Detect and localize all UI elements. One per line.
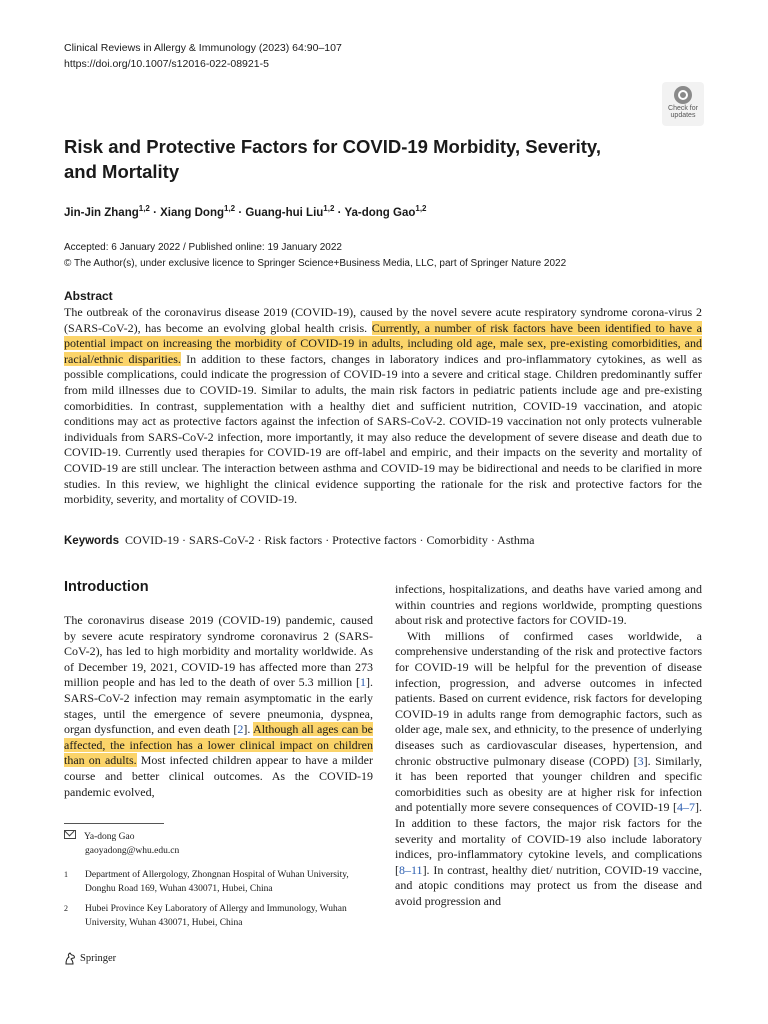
doi-link[interactable]: https://doi.org/10.1007/s12016-022-08921-5 [64, 58, 269, 70]
body-text: ]. [243, 722, 254, 737]
citation-link[interactable]: 1 [360, 675, 366, 690]
body-text: ]. Similarly, it has been reported that younger children and specific comorbidities such as obesity are at higher risk for infection and potentially more severe consequences of COVID-19 [ [395, 753, 702, 815]
abstract-text: In addition to these factors, changes in laboratory indices and pro-inflammatory cytokines, as well as possible complications, could indicate the progression of COVID-19 into a severe and critical stage. Children predominantly suffer from mild illnesses due to COVID-19. Similar to adults, the main risk factors in pediatric patients include age and pre-existing comorbidities. In contrast, supplementation with a healthy diet and sufficient nutrition, COVID-19 vaccination, and atopic conditions may act as protective factors against the infection of SARS-CoV-2. COVID-19 vaccination not only protects vulnerable individuals from SARS-CoV-2 infection, more importantly, it may also reduce the development of severe disease and death due to COVID-19. Currently used therapies for COVID-19 are off-label and empiric, and their impacts on the severity and mortality of COVID-19 are still unclear. The interaction between asthma and COVID-19 may be bidirectional and needs to be clarified in more studies. In this review, we highlight the clinical evidence supporting the rationale for the risk and protective factors for the morbidity, severity, and mortality of COVID-19. [64, 351, 703, 507]
body-text: Most infected children appear to have a milder course and better clinical outcomes. As the COVID-19 pandemic evolved, [64, 753, 373, 799]
affiliation-2 [64, 902, 364, 930]
citation-link[interactable]: 8–11 [399, 862, 423, 877]
affiliation-number: 1 [64, 870, 68, 879]
copyright-notice: © The Author(s), under exclusive licence to Springer Science+Business Media, LLC, part of Springer Nature 2022 [64, 258, 567, 269]
keywords-line [64, 533, 534, 548]
check-for-updates-icon [674, 86, 692, 104]
keywords-label: Keywords [64, 535, 119, 547]
author-affiliation: 1,2 [415, 204, 427, 213]
section-heading-introduction: Introduction [64, 579, 149, 595]
title-line-1: Risk and Protective Factors for COVID-19 Morbidity, Severity, [64, 136, 601, 157]
affiliation-text: Department of Allergology, Zhongnan Hospital of Wuhan University, Donghu Road 169, Wuhan 430071, Hubei, China [85, 870, 349, 894]
publication-info [64, 240, 566, 272]
check-for-updates-badge[interactable] [662, 82, 704, 126]
author-name[interactable]: Ya-dong Gao [344, 206, 416, 219]
journal-header [64, 40, 342, 72]
body-text: ]. In addition to these factors, the major risk factors for the severity and mortality of COVID-19 also include laboratory indices, pro-inflammatory cytokine levels, and complications [ [395, 800, 702, 877]
publisher-name: Springer [80, 953, 117, 964]
body-text: ]. SARS-CoV-2 infection may remain asymptomatic in the early stages, until the emergence of severe pneumonia, dyspnea, organ dysfunction, and even death [ [64, 675, 373, 737]
author-name[interactable]: Xiang Dong [160, 206, 224, 219]
intro-column-right [395, 582, 702, 909]
corresponding-name: Ya-dong Gao [84, 832, 135, 842]
title-line-2: and Mortality [64, 161, 180, 182]
journal-citation: Clinical Reviews in Allergy & Immunology (2023) 64:90–107 [64, 42, 342, 54]
author-affiliation: 1,2 [323, 204, 335, 213]
author-affiliation: 1,2 [138, 204, 150, 213]
author-affiliation: 1,2 [224, 204, 236, 213]
intro-column-left [64, 613, 373, 800]
footnote-divider [64, 823, 164, 824]
abstract-heading: Abstract [64, 289, 113, 303]
author-name[interactable]: Jin-Jin Zhang [64, 206, 139, 219]
citation-link[interactable]: 3 [637, 753, 644, 768]
springer-horse-icon [64, 952, 76, 965]
corresponding-author [64, 830, 179, 858]
author-name[interactable]: Guang-hui Liu [245, 206, 324, 219]
body-highlight: Although all ages can be affected, the infection has a lower clinical impact on children than on adults. [64, 722, 373, 768]
paragraph [395, 629, 702, 910]
affiliation-1 [64, 868, 364, 896]
affiliation-number: 2 [64, 904, 68, 913]
paragraph: infections, hospitalizations, and deaths have varied among and within countries and regions worldwide, prompting questions about risk and protective factors for COVID-19. [395, 582, 702, 628]
author-list: Jin-Jin Zhang$^{1,2}$ · Xiang Dong$^{1,2}$ · Guang-hui Liu$^{1,2}$ · Ya-dong Gao$^{1,2}$ [64, 204, 427, 219]
keywords-list: COVID-19 · SARS-CoV-2 · Risk factors · Protective factors · Comorbidity · Asthma [124, 533, 535, 547]
publication-dates: Accepted: 6 January 2022 / Published online: 19 January 2022 [64, 242, 342, 253]
abstract-highlight: Currently, a number of risk factors have been identified to have a potential impact on increasing the morbidity of COVID-19 in adults, including old age, male sex, pre-existing comorbidities, and racial/ethnic disparities. [64, 320, 702, 366]
affiliation-text: Hubei Province Key Laboratory of Allergy and Immunology, Wuhan University, Wuhan 430071, Hubei, China [85, 904, 347, 928]
check-label-2: updates [670, 112, 696, 119]
check-label-1: Check for [668, 105, 698, 112]
abstract-text: The outbreak of the coronavirus disease 2019 (COVID-19), caused by the novel severe acute respiratory syndrome corona-virus 2 (SARS-CoV-2), has become an evolving global health crisis. [64, 305, 702, 335]
body-text: The coronavirus disease 2019 (COVID-19) pandemic, caused by severe acute respiratory syndrome coronavirus 2 (SARS-CoV-2), has led to high morbidity and mortality worldwide. As of December 19, 2021, COVID-19 has affected more than 273 million people and has led to the death of over 5.3 million [ [64, 613, 373, 690]
article-title [64, 134, 624, 184]
corresponding-email[interactable]: gaoyadong@whu.edu.cn [85, 846, 180, 856]
abstract-body [64, 305, 702, 508]
body-text: ]. In contrast, healthy diet/ nutrition, COVID-19 vaccine, and atopic conditions may protect us from the disease and avoid progression and [395, 862, 702, 908]
envelope-icon [64, 830, 76, 839]
publisher-logo [64, 952, 116, 965]
body-text: With millions of confirmed cases worldwide, a comprehensive understanding of the risk and protective factors for COVID-19 will be helpful for the prevention of disease infection, progression, and adverse outcomes in infected patients. Based on current evidence, risk factors for developing COVID-19 in adults range from demographic factors, such as older age, male sex, and ethnicity, to the presence of underlying diseases such as cardiovascular diseases, hypertension, and chronic obstructive pulmonary disease (COPD) [ [395, 628, 702, 768]
citation-link[interactable]: 4–7 [677, 800, 695, 815]
citation-link[interactable]: 2 [237, 722, 244, 737]
